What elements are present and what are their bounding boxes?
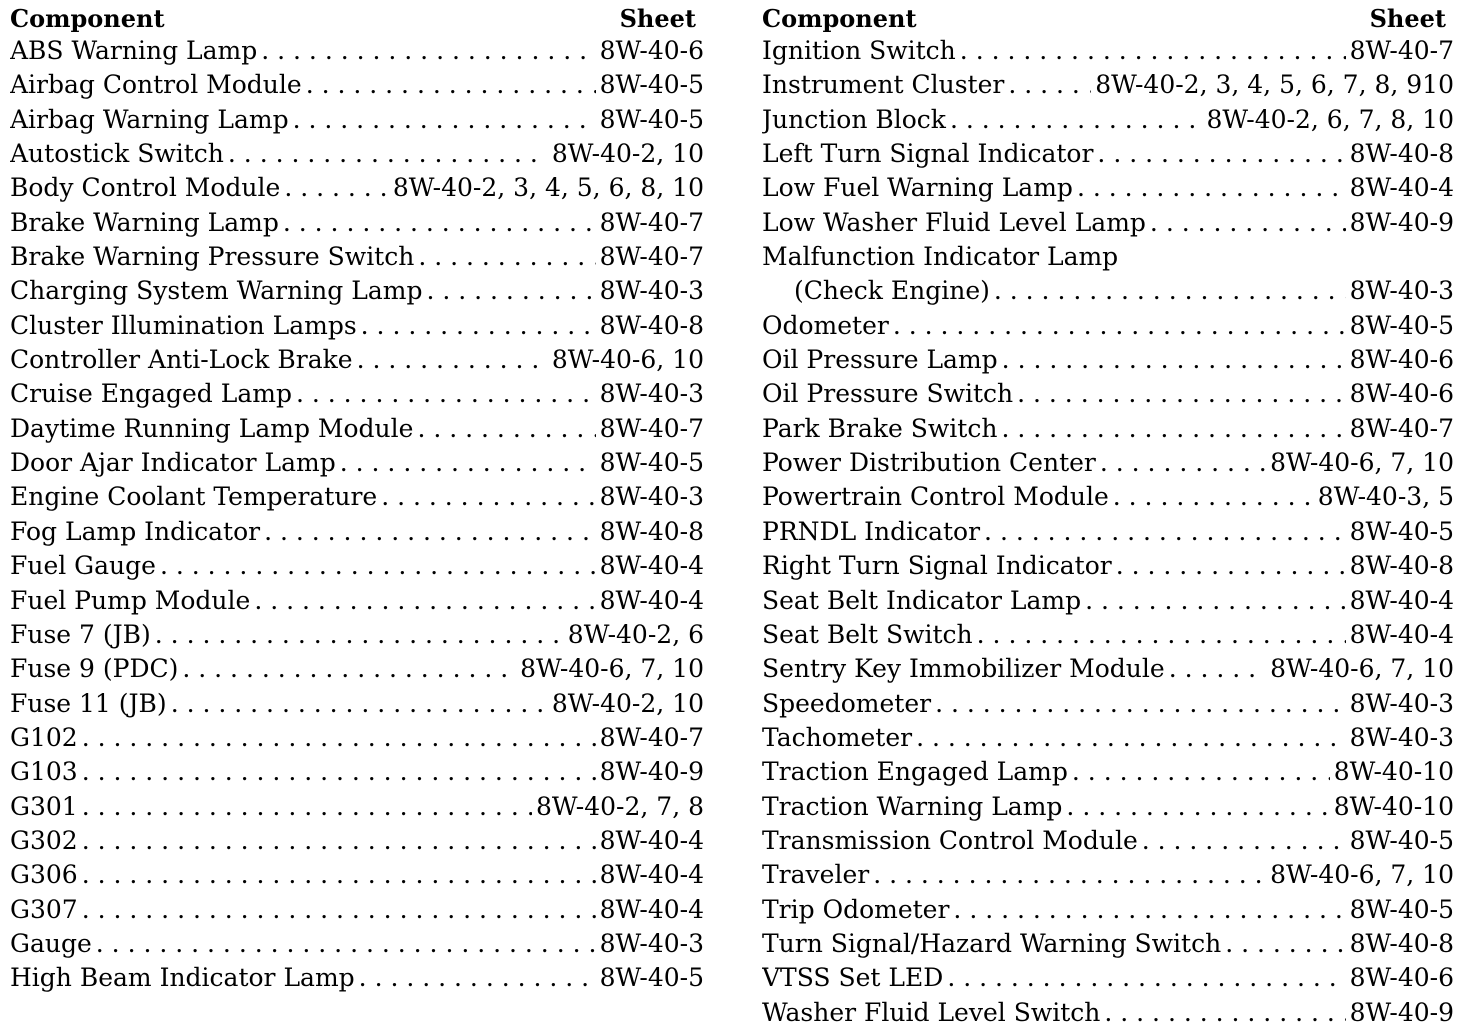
index-entry [10,755,704,789]
dot-leader [306,68,596,102]
component-name: Transmission Control Module [762,825,1138,855]
dot-leader [264,515,596,549]
component-name: Speedometer [762,688,932,718]
sheet-reference: 8W-40-6, 10 [551,345,704,375]
sheet-reference: 8W-40-8 [1349,139,1454,169]
left-component-list [10,34,704,996]
component-name: Charging System Warning Lamp [10,276,423,306]
sheet-reference: 8W-40-5 [599,104,704,134]
component-name: G306 [10,860,78,890]
dot-leader [1113,480,1314,514]
index-entry [10,652,704,686]
dot-leader [950,103,1203,137]
sheet-reference: 8W-40-3 [1349,722,1454,752]
sheet-reference: 8W-40-5 [599,448,704,478]
component-name: Controller Anti-Lock Brake [10,345,353,375]
index-entry [762,858,1454,892]
component-name: Body Control Module [10,173,281,203]
sheet-reference: 8W-40-3 [1349,688,1454,718]
index-entry [10,961,704,995]
index-entry [10,137,704,171]
sheet-reference: 8W-40-10 [1333,791,1454,821]
component-name: Fuse 9 (PDC) [10,654,179,684]
index-entry [762,343,1454,377]
dot-leader [1072,755,1330,789]
component-name: Door Ajar Indicator Lamp [10,448,336,478]
dot-leader [1100,446,1266,480]
sheet-reference: 8W-40-2, 6 [567,619,704,649]
index-entry [10,824,704,858]
sheet-reference: 8W-40-9 [599,757,704,787]
dot-leader [1097,137,1345,171]
dot-leader [359,961,596,995]
dot-leader [182,652,516,686]
component-name: Oil Pressure Lamp [762,345,998,375]
dot-leader [984,515,1346,549]
dot-leader [261,34,595,68]
index-entry [762,893,1454,927]
component-name: Seat Belt Switch [762,619,973,649]
index-entry [762,446,1454,480]
sheet-column-heading: Sheet [1369,4,1446,33]
component-name: Cruise Engaged Lamp [10,379,292,409]
sheet-reference: 8W-40-8 [1349,928,1454,958]
dot-leader [1116,549,1346,583]
dot-leader [1150,206,1346,240]
left-column-header [10,4,704,34]
sheet-reference: 8W-40-6, 7, 10 [520,654,704,684]
dot-leader [1066,790,1329,824]
index-entry [762,996,1454,1030]
index-entry [762,755,1454,789]
sheet-reference: 8W-40-7 [599,242,704,272]
index-entry [762,412,1454,446]
index-entry [762,480,1454,514]
component-name: PRNDL Indicator [762,516,981,546]
dot-leader [1085,584,1346,618]
sheet-reference: 8W-40-8 [599,516,704,546]
index-entry [762,274,1454,308]
index-entry [10,309,704,343]
index-entry [762,206,1454,240]
component-name: Traction Warning Lamp [762,791,1063,821]
sheet-reference: 8W-40-7 [1349,36,1454,65]
sheet-reference: 8W-40-6 [1349,345,1454,375]
right-column [762,4,1454,1030]
component-name: Engine Coolant Temperature [10,482,378,512]
index-entry [10,412,704,446]
index-entry [762,137,1454,171]
component-name: G301 [10,791,78,821]
dot-leader [357,343,548,377]
component-name: Sentry Key Immobilizer Module [762,654,1165,684]
sheet-reference: 8W-40-4 [599,825,704,855]
index-entry [762,171,1454,205]
component-name: Right Turn Signal Indicator [762,551,1112,581]
dot-leader [1001,412,1345,446]
sheet-reference: 8W-40-4 [1349,619,1454,649]
sheet-reference: 8W-40-4 [1349,585,1454,615]
dot-leader [340,446,596,480]
component-name: Gauge [10,928,92,958]
dot-leader [254,584,595,618]
index-entry [10,274,704,308]
index-entry [10,68,704,102]
component-name: Left Turn Signal Indicator [762,139,1094,169]
component-name: Low Washer Fluid Level Lamp [762,207,1146,237]
component-name: Airbag Warning Lamp [10,104,289,134]
dot-leader [96,927,596,961]
component-name: Park Brake Switch [762,413,998,443]
dot-leader [82,893,596,927]
dot-leader [1077,171,1346,205]
dot-leader [82,824,596,858]
dot-leader [293,103,596,137]
component-name: Fuse 7 (JB) [10,619,151,649]
sheet-reference: 8W-40-3 [599,482,704,512]
component-name: Washer Fluid Level Switch [762,997,1101,1027]
component-name: Junction Block [762,104,946,134]
dot-leader [155,618,564,652]
sheet-reference: 8W-40-2, 3, 4, 5, 6, 8, 10 [392,173,704,203]
component-name: Ignition Switch [762,36,956,65]
component-name: Tachometer [762,722,913,752]
sheet-reference: 8W-40-3 [1349,276,1454,306]
sheet-reference: 8W-40-8 [1349,551,1454,581]
index-entry [762,240,1454,274]
index-entry [762,824,1454,858]
dot-leader [426,274,595,308]
right-component-list [762,34,1454,1030]
sheet-reference: 8W-40-4 [599,860,704,890]
dot-leader [1169,652,1266,686]
dot-leader [82,858,596,892]
dot-leader [1017,377,1345,411]
component-name: Fuse 11 (JB) [10,688,167,718]
dot-leader [953,893,1345,927]
component-name: Brake Warning Pressure Switch [10,242,415,272]
component-name: Oil Pressure Switch [762,379,1014,409]
index-entry [762,377,1454,411]
dot-leader [171,687,548,721]
component-name: (Check Engine) [794,276,990,306]
sheet-reference: 8W-40-5 [599,70,704,100]
component-name: Fuel Pump Module [10,585,251,615]
component-name: Autostick Switch [10,139,224,169]
index-entry [10,343,704,377]
index-entry [10,171,704,205]
dot-leader [160,549,596,583]
index-entry [762,515,1454,549]
index-entry [10,103,704,137]
index-entry [762,68,1454,102]
dot-leader [947,961,1345,995]
index-entry [762,34,1454,68]
index-entry [762,687,1454,721]
component-name: Cluster Illumination Lamps [10,310,357,340]
component-name: Traveler [762,860,870,890]
dot-leader [418,240,595,274]
dot-leader [994,274,1346,308]
sheet-reference: 8W-40-5 [1349,825,1454,855]
dot-leader [417,412,595,446]
index-entry [10,584,704,618]
sheet-reference: 8W-40-5 [599,963,704,993]
index-entry [762,721,1454,755]
index-entry [762,309,1454,343]
dot-leader [82,721,596,755]
index-entry [10,721,704,755]
index-entry [10,206,704,240]
dot-leader [283,206,596,240]
index-entry [762,790,1454,824]
sheet-reference: 8W-40-4 [599,551,704,581]
component-name: G302 [10,825,78,855]
index-entry [10,515,704,549]
sheet-reference: 8W-40-3 [599,379,704,409]
sheet-reference: 8W-40-2, 7, 8 [536,791,704,821]
dot-leader [381,480,595,514]
sheet-reference: 8W-40-2, 3, 4, 5, 6, 7, 8, 910 [1095,70,1454,100]
dot-leader [82,755,596,789]
sheet-reference: 8W-40-9 [1349,207,1454,237]
component-name: Fuel Gauge [10,551,156,581]
dot-leader [1002,343,1346,377]
component-name: G307 [10,894,78,924]
index-entry [10,240,704,274]
sheet-column-heading: Sheet [619,4,696,33]
component-name: VTSS Set LED [762,963,944,993]
component-column-heading: Component [10,4,165,33]
component-name: Traction Engaged Lamp [762,757,1068,787]
index-entry [10,377,704,411]
index-entry [762,584,1454,618]
sheet-reference: 8W-40-8 [599,310,704,340]
component-name: Airbag Control Module [10,70,302,100]
sheet-reference: 8W-40-7 [1349,413,1454,443]
index-entry [10,34,704,68]
dot-leader [1008,68,1091,102]
dot-leader [284,171,389,205]
dot-leader [873,858,1266,892]
index-entry [762,961,1454,995]
right-column-header [762,4,1454,34]
dot-leader [977,618,1346,652]
sheet-reference: 8W-40-5 [1349,310,1454,340]
sheet-reference: 8W-40-6, 7, 10 [1270,654,1454,684]
index-entry [10,858,704,892]
index-entry [10,549,704,583]
component-name: Trip Odometer [762,894,950,924]
dot-leader [916,721,1346,755]
index-entry [762,103,1454,137]
component-name: Low Fuel Warning Lamp [762,173,1073,203]
dot-leader [228,137,548,171]
sheet-reference: 8W-40-6, 7, 10 [1270,448,1454,478]
sheet-reference: 8W-40-4 [1349,173,1454,203]
sheet-reference: 8W-40-7 [599,207,704,237]
index-entry [10,480,704,514]
index-entry [10,927,704,961]
sheet-reference: 8W-40-7 [599,722,704,752]
index-entry [762,549,1454,583]
component-name: Brake Warning Lamp [10,207,279,237]
sheet-reference: 8W-40-9 [1349,997,1454,1027]
sheet-reference: 8W-40-6 [599,36,704,65]
index-entry [762,927,1454,961]
sheet-reference: 8W-40-7 [599,413,704,443]
component-name: Fog Lamp Indicator [10,516,261,546]
sheet-reference: 8W-40-2, 10 [551,139,704,169]
index-entry [762,618,1454,652]
component-name: Seat Belt Indicator Lamp [762,585,1082,615]
sheet-reference: 8W-40-3 [599,928,704,958]
sheet-reference: 8W-40-4 [599,894,704,924]
component-name: Instrument Cluster [762,70,1005,100]
sheet-reference: 8W-40-2, 10 [551,688,704,718]
dot-leader [82,790,532,824]
component-name: Powertrain Control Module [762,482,1109,512]
index-entry [10,790,704,824]
component-name: ABS Warning Lamp [10,36,258,65]
component-column-heading: Component [762,4,917,33]
index-entry [10,618,704,652]
component-name: Power Distribution Center [762,448,1096,478]
dot-leader [296,377,596,411]
component-name: Turn Signal/Hazard Warning Switch [762,928,1222,958]
component-name: Daytime Running Lamp Module [10,413,414,443]
component-name: High Beam Indicator Lamp [10,963,355,993]
dot-leader [960,34,1346,68]
component-name: Malfunction Indicator Lamp [762,242,1119,272]
index-entry [762,652,1454,686]
dot-leader [361,309,596,343]
sheet-reference: 8W-40-10 [1333,757,1454,787]
index-entry [10,446,704,480]
component-name: Odometer [762,310,889,340]
index-entry [10,893,704,927]
sheet-reference: 8W-40-3, 5 [1317,482,1454,512]
dot-leader [935,687,1346,721]
sheet-reference: 8W-40-5 [1349,516,1454,546]
dot-leader [1225,927,1345,961]
component-name: G102 [10,722,78,752]
sheet-reference: 8W-40-4 [599,585,704,615]
sheet-reference: 8W-40-3 [599,276,704,306]
sheet-reference: 8W-40-5 [1349,894,1454,924]
component-name: G103 [10,757,78,787]
index-entry [10,687,704,721]
sheet-reference: 8W-40-6, 7, 10 [1270,860,1454,890]
dot-leader [893,309,1346,343]
sheet-reference: 8W-40-6 [1349,963,1454,993]
dot-leader [1142,824,1346,858]
dot-leader [1104,996,1345,1030]
left-column [10,4,704,996]
sheet-reference: 8W-40-2, 6, 7, 8, 10 [1206,104,1454,134]
sheet-reference: 8W-40-6 [1349,379,1454,409]
